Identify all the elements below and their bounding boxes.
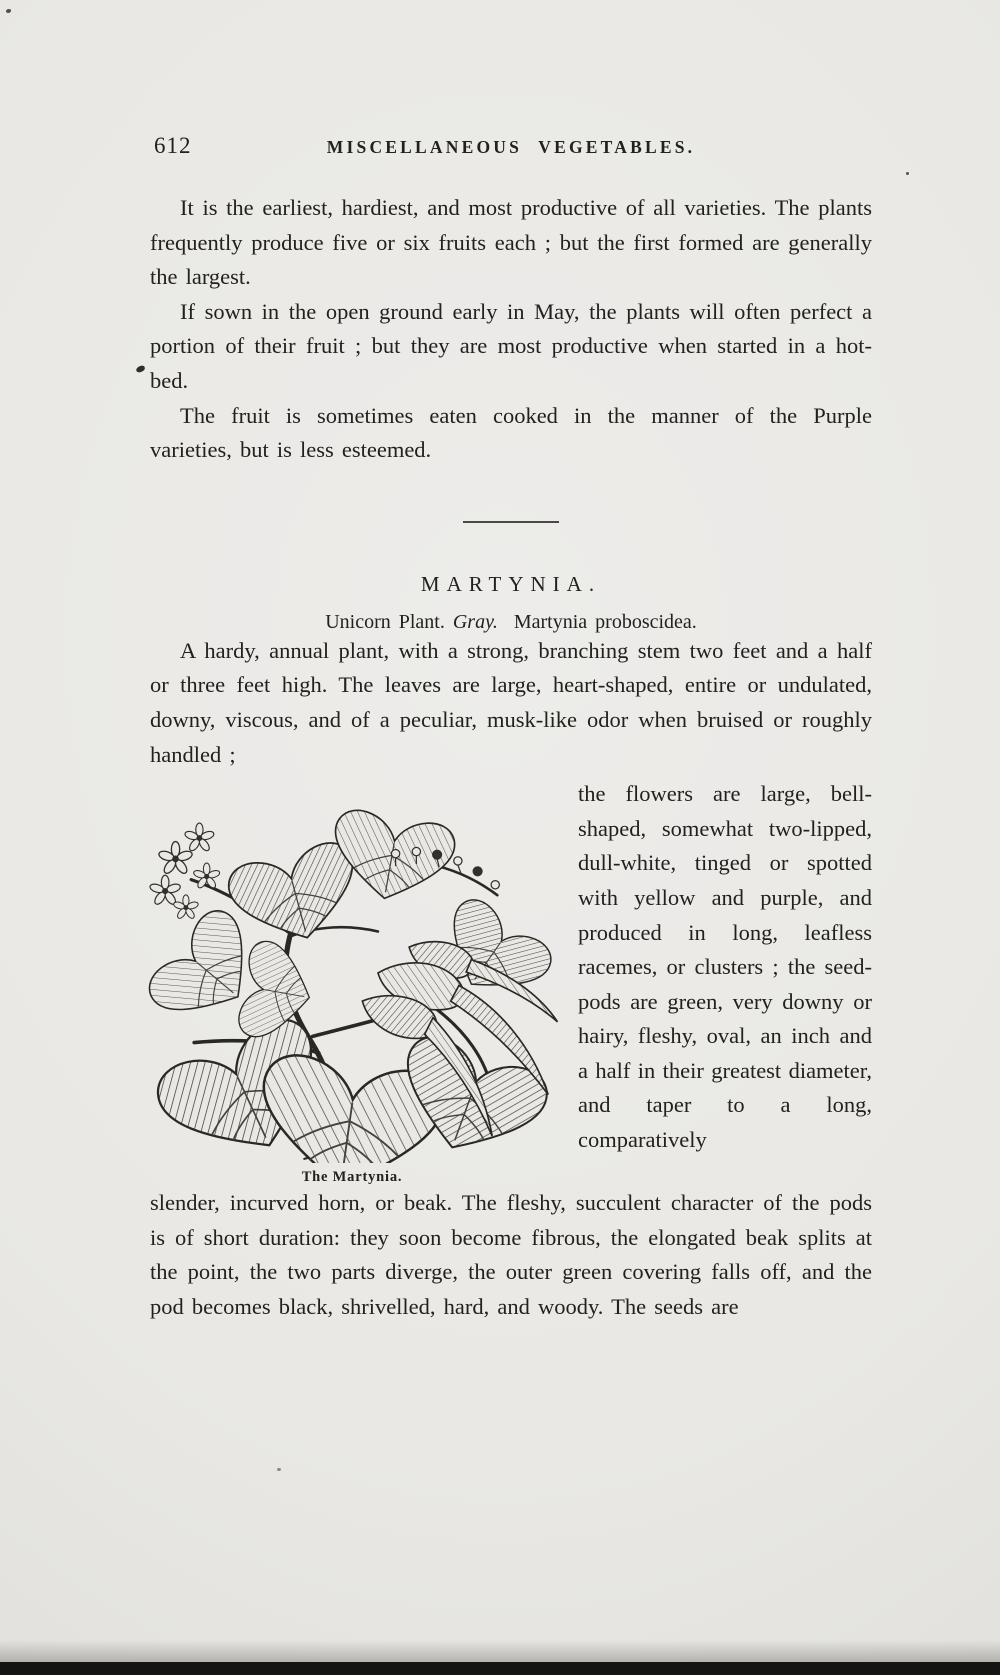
plant-engraving-illustration — [134, 781, 570, 1163]
figure-and-wrap-text — [150, 777, 872, 1186]
running-head: MISCELLANEOUS VEGETABLES. — [326, 137, 696, 157]
subtitle-authority: Gray. — [452, 610, 498, 633]
scan-edge-bar — [0, 1662, 1000, 1675]
continuation-paragraph: slender, incurved horn, or beak. The fleshy, succulent character of the pods is of short duration: they soon become fibrous, the elongated beak splits at the point, the two parts diverge, the outer green covering falls off, and the pod becomes black, shrivelled, hard, and woody. The seeds are — [150, 1190, 872, 1319]
scan-shadow — [0, 1640, 1000, 1662]
ink-speck — [277, 1468, 281, 1471]
section-title: MARTYNIA. — [420, 571, 602, 596]
ink-speck — [906, 172, 909, 175]
section-intro-paragraph: A hardy, annual plant, with a strong, branching stem two feet and a half or three feet high. The leaves are large, heart-shaped, entire or undulated, downy, viscous, and of a peculiar, musk-like odor when bruised or roughly handled ; — [150, 637, 872, 767]
paragraph-2: If sown in the open ground early in May, the plants will often perfect a portion of their fruit ; but they are most productive when started in a hot-bed. — [150, 298, 872, 393]
subtitle-latin-name: Martynia proboscidea. — [513, 610, 697, 633]
section-divider — [463, 521, 559, 523]
figure-caption: The Martynia. — [301, 1169, 403, 1186]
wrapped-column-text: the flowers are large, bell-shaped, somewhat two-lipped, dull-white, tinged or spotted with yellow and purple, and produced in long, leafless racemes, or clusters ; the seed-pods are green, very downy or hairy, fleshy, oval, an inch and a half in their greatest diameter, and taper to a long, comparatively — [578, 781, 872, 1153]
ink-speck — [6, 9, 11, 13]
section-subtitle — [150, 611, 872, 634]
page-header — [150, 133, 872, 165]
paragraph-3: The fruit is sometimes eaten cooked in the manner of the Purple varieties, but is less esteemed. — [150, 402, 872, 463]
plant-engraving-figure — [134, 781, 570, 1186]
paragraph-1: It is the earliest, hardiest, and most productive of all varieties. The plants frequently produce five or six fruits each ; but the first formed are generally the largest. — [150, 195, 872, 290]
ink-speck — [135, 365, 145, 373]
page-number: 612 — [154, 133, 192, 158]
subtitle-common-name: Unicorn Plant. — [325, 610, 445, 633]
text-block — [150, 133, 872, 1325]
